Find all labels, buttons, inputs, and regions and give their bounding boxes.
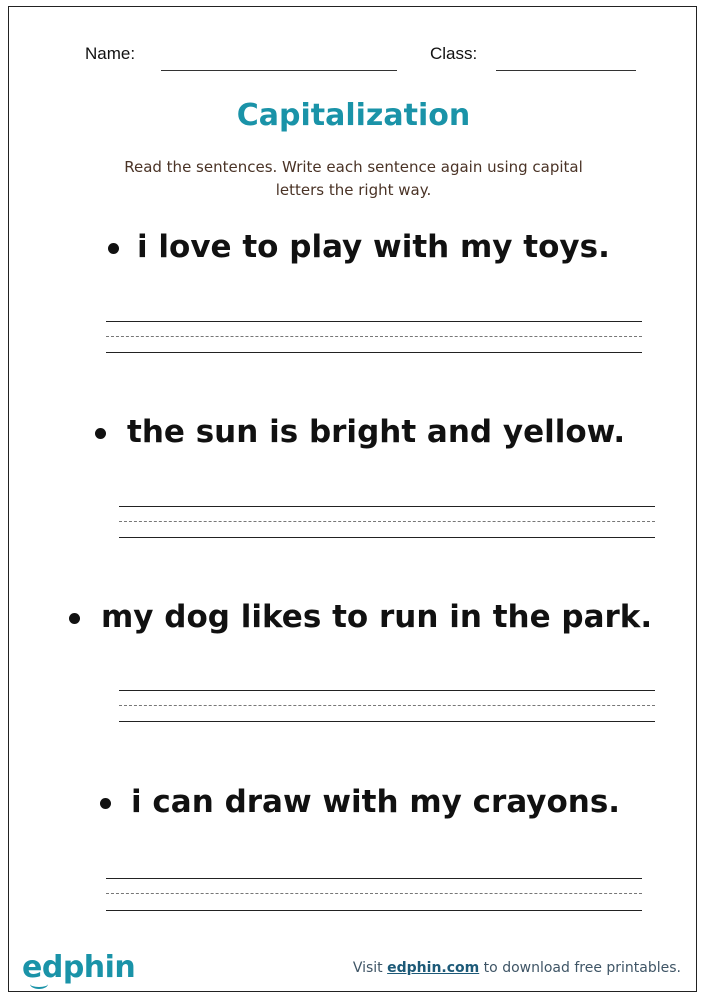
sentence-3: my dog likes to run in the park. [101,599,653,635]
instructions-line-1: Read the sentences. Write each sentence again using capital [124,158,583,176]
writing-line-1-mid [106,336,642,337]
writing-line-2-bottom[interactable] [119,537,655,538]
writing-line-4-mid [106,893,642,894]
sentence-4: i can draw with my crayons. [131,784,621,820]
sentence-1: i love to play with my toys. [137,229,610,265]
writing-line-4-top [106,878,642,879]
name-field[interactable] [161,70,397,71]
name-label: Name: [85,44,136,63]
writing-line-4-bottom[interactable] [106,910,642,911]
class-label: Class: [430,44,478,63]
edphin-logo: edphin [22,950,136,985]
class-field[interactable] [496,70,636,71]
footer-prefix: Visit [352,960,388,976]
worksheet-border [8,6,697,992]
footer-text [353,961,681,975]
worksheet-title: Capitalization [236,98,471,133]
writing-line-2-mid [119,521,655,522]
footer-link[interactable]: edphin.com [387,960,480,976]
logo-swoosh-icon [30,979,48,989]
writing-line-1-bottom[interactable] [106,352,642,353]
writing-line-1-top [106,321,642,322]
writing-line-3-bottom[interactable] [119,721,655,722]
bullet-icon [100,798,111,809]
sentence-2: the sun is bright and yellow. [127,414,626,450]
writing-line-3-mid [119,705,655,706]
writing-line-3-top [119,690,655,691]
bullet-icon [69,613,80,624]
instructions [0,156,707,202]
instructions-line-2: letters the right way. [275,181,432,199]
bullet-icon [95,428,106,439]
bullet-icon [108,243,119,254]
writing-line-2-top [119,506,655,507]
footer-suffix: to download free printables. [479,960,681,976]
